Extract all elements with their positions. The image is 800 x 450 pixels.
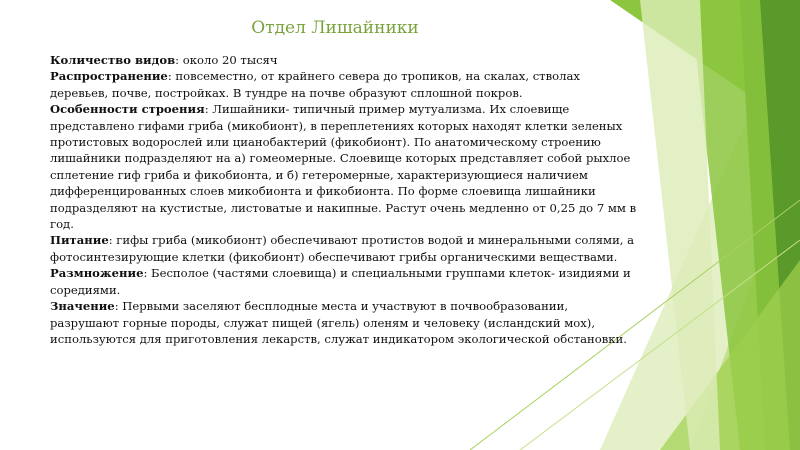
label-reproduction: Размножение (50, 266, 144, 281)
text-structure: : Лишайники- типичный пример мутуализма. Их слоевище представлено гифами гриба (микобионт), в переплетениях которых находят клетки зеленых протистовых водорослей или цианобактерий (фикобионт). По анатомическому строению лишайники подразделяют на а) гомеомерные. Слоевище которых представляет собой рыхлое сплетение гиф гриба и фикобионта, и б) гетеромерные, характеризующиеся наличием дифференцированных слоев микобионта и фикобионта. По форме слоевища лишайники подразделяют на кустистые, листоватые и накипные. Растут очень медленно от 0,25 до 7 мм в год. (50, 102, 637, 232)
paragraph-reproduction (50, 265, 640, 298)
paragraph-nutrition (50, 232, 640, 265)
paragraph-structure (50, 101, 640, 232)
text-nutrition: : гифы гриба (микобионт) обеспечивают протистов водой и минеральными солями, а фотосинтезирующие клетки (фикобионт) обеспечивают грибы органическими веществами. (50, 233, 635, 264)
label-species-count: Количество видов (50, 53, 176, 67)
text-distribution: : повсеместно, от крайнего севера до тропиков, на скалах, стволах деревьев, почве, постройках. В тундре на почве образуют сплошной покров. (50, 69, 580, 100)
slide-title: Отдел Лишайники (251, 18, 419, 38)
slide-body (50, 52, 640, 347)
label-nutrition: Питание (50, 233, 109, 248)
text-significance: : Первыми заселяют бесплодные места и участвуют в почвообразовании, разрушают горные породы, служат пищей (ягель) оленям и человеку (исландский мох), используются для приготовления лекарств, служат индикатором экологической обстановки. (50, 299, 627, 346)
text-reproduction: : Бесполое (частями слоевища) и специальными группами клеток- изидиями и соредиями. (50, 266, 631, 297)
label-distribution: Распространение (50, 69, 168, 84)
label-significance: Значение (50, 299, 115, 314)
paragraph-species-count (50, 52, 640, 68)
label-structure: Особенности строения (50, 102, 205, 117)
paragraph-significance (50, 298, 640, 347)
paragraph-distribution (50, 68, 640, 101)
text-species-count: : около 20 тысяч (175, 53, 278, 67)
